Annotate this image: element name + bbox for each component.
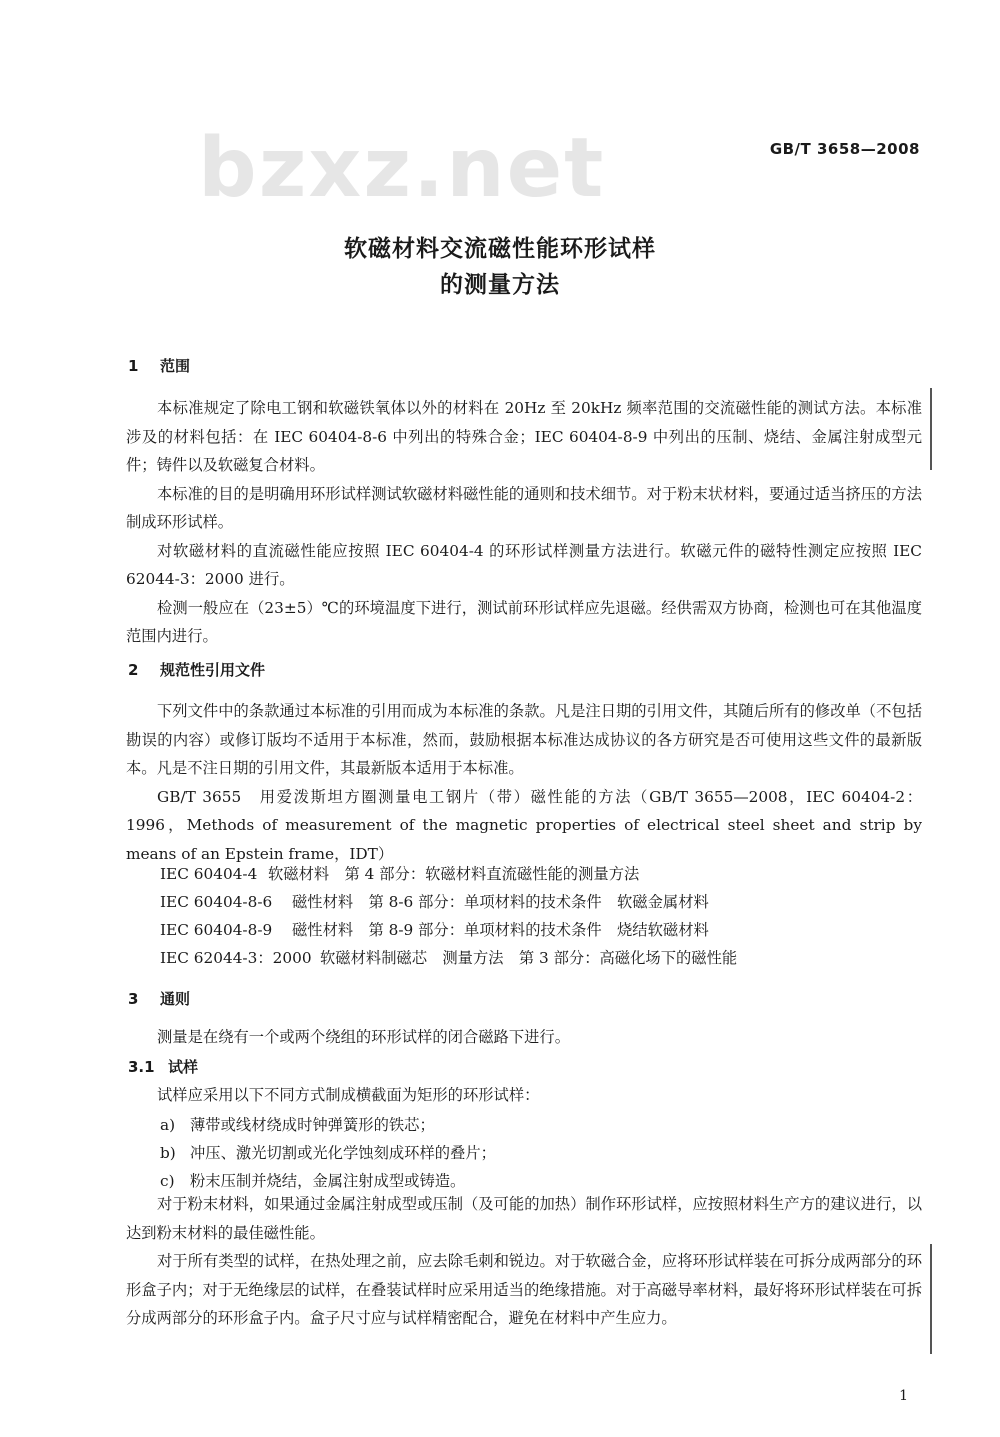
section-2-body [126,697,922,868]
subsection-3-1-heading [128,1056,198,1077]
paragraph: 下列文件中的条款通过本标准的引用而成为本标准的条款。凡是注日期的引用文件，其随后所有的修改单（不包括勘误的内容）或修订版均不适用于本标准，然而，鼓励根据本标准达成协议的各方研究是否可使用这些文件的最新版本。凡是不注日期的引用文件，其最新版本适用于本标准。 [126,702,922,777]
list-text: 冲压、激光切割或光化学蚀刻成环样的叠片； [190,1144,496,1162]
section-1-body [126,394,922,651]
subsection-title: 试样 [168,1058,199,1076]
section-1-heading [128,355,190,376]
reference-item [160,946,737,968]
list-marker: a) [160,1116,176,1134]
list-marker: b) [160,1144,176,1162]
section-number: 3 [128,990,139,1008]
reference-code: IEC 60404-8-6 [160,893,273,911]
change-bar [930,388,932,470]
section-number: 2 [128,661,139,679]
paragraph: 对软磁材料的直流磁性能应按照 IEC 60404-4 的环形试样测量方法进行。软磁元件的磁特性测定应按照 IEC 62044-3：2000 进行。 [126,541,922,588]
reference-item [160,918,709,940]
section-2-heading [128,659,265,680]
paragraph: 对于所有类型的试样，在热处理之前，应去除毛刺和锐边。对于软磁合金，应将环形试样装在可拆分成两部分的环形盒子内；对于无绝缘层的试样，在叠装试样时应采用适当的绝缘措施。对于高磁导率材料，最好将环形试样装在可拆分成两部分的环形盒子内。盒子尺寸应与试样精密配合，避免在材料中产生应力。 [126,1252,922,1327]
section-title: 规范性引用文件 [160,661,266,679]
section-title: 通则 [160,990,191,1008]
reference-item [160,890,709,912]
change-bar [930,1244,932,1354]
section-number: 1 [128,357,139,375]
list-item [160,1113,435,1135]
list-item [160,1169,465,1191]
subsection-3-1-body [126,1190,922,1333]
reference-title: 磁性材料 第 8-9 部分：单项材料的技术条件 烧结软磁材料 [292,921,709,939]
reference-code: IEC 60404-4 [160,865,258,883]
paragraph: 本标准规定了除电工钢和软磁铁氧体以外的材料在 20Hz 至 20kHz 频率范围的交流磁性能的测试方法。本标准涉及的材料包括：在 IEC 60404-8-6 中列出的特殊合金；IEC 60404-8-9 中列出的压制、烧结、金属注射成型元件；铸件以及软磁复合材料。 [126,399,922,474]
section-3-heading [128,988,190,1009]
document-title-line1: 软磁材料交流磁性能环形试样 [344,236,656,262]
paragraph: 对于粉末材料，如果通过金属注射成型或压制（及可能的加热）制作环形试样，应按照材料生产方的建议进行，以达到粉末材料的最佳磁性能。 [126,1195,922,1242]
document-title-line2: 的测量方法 [440,272,560,298]
standard-number: GB/T 3658—2008 [769,140,920,158]
reference-code: IEC 62044-3：2000 [160,949,312,967]
subsection-number: 3.1 [128,1058,155,1076]
section-title: 范围 [160,357,191,375]
list-item [160,1141,496,1163]
reference-code: IEC 60404-8-9 [160,921,273,939]
subsection-3-1-intro [126,1081,922,1110]
reference-gbt-3655: GB/T 3655 用爱泼斯坦方圈测量电工钢片（带）磁性能的方法（GB/T 3655—2008，IEC 60404-2：1996，Methods of measurement of the magnetic properties of electrical steel sheet and strip by means of an Epstein frame，IDT） [126,787,922,863]
reference-title: 软磁材料 第 4 部分：软磁材料直流磁性能的测量方法 [268,865,640,883]
list-text: 薄带或线材绕成时钟弹簧形的铁芯； [190,1116,435,1134]
paragraph: 试样应采用以下不同方式制成横截面为矩形的环形试样： [157,1086,540,1104]
list-text: 粉末压制并烧结，金属注射成型或铸造。 [190,1172,466,1190]
paragraph: 检测一般应在（23±5）℃的环境温度下进行，测试前环形试样应先退磁。经供需双方协商，检测也可在其他温度范围内进行。 [126,598,922,645]
reference-item [160,862,639,884]
paragraph: 本标准的目的是明确用环形试样测试软磁材料磁性能的通则和技术细节。对于粉末状材料，要通过适当挤压的方法制成环形试样。 [126,484,922,531]
reference-title: 磁性材料 第 8-6 部分：单项材料的技术条件 软磁金属材料 [292,893,709,911]
watermark: bzxz.net [198,121,606,216]
reference-title: 软磁材料制磁芯 测量方法 第 3 部分：高磁化场下的磁性能 [320,949,738,967]
section-3-body [126,1023,922,1052]
list-marker: c) [160,1172,175,1190]
paragraph: 测量是在绕有一个或两个绕组的环形试样的闭合磁路下进行。 [157,1028,571,1046]
page-number: 1 [899,1388,908,1404]
